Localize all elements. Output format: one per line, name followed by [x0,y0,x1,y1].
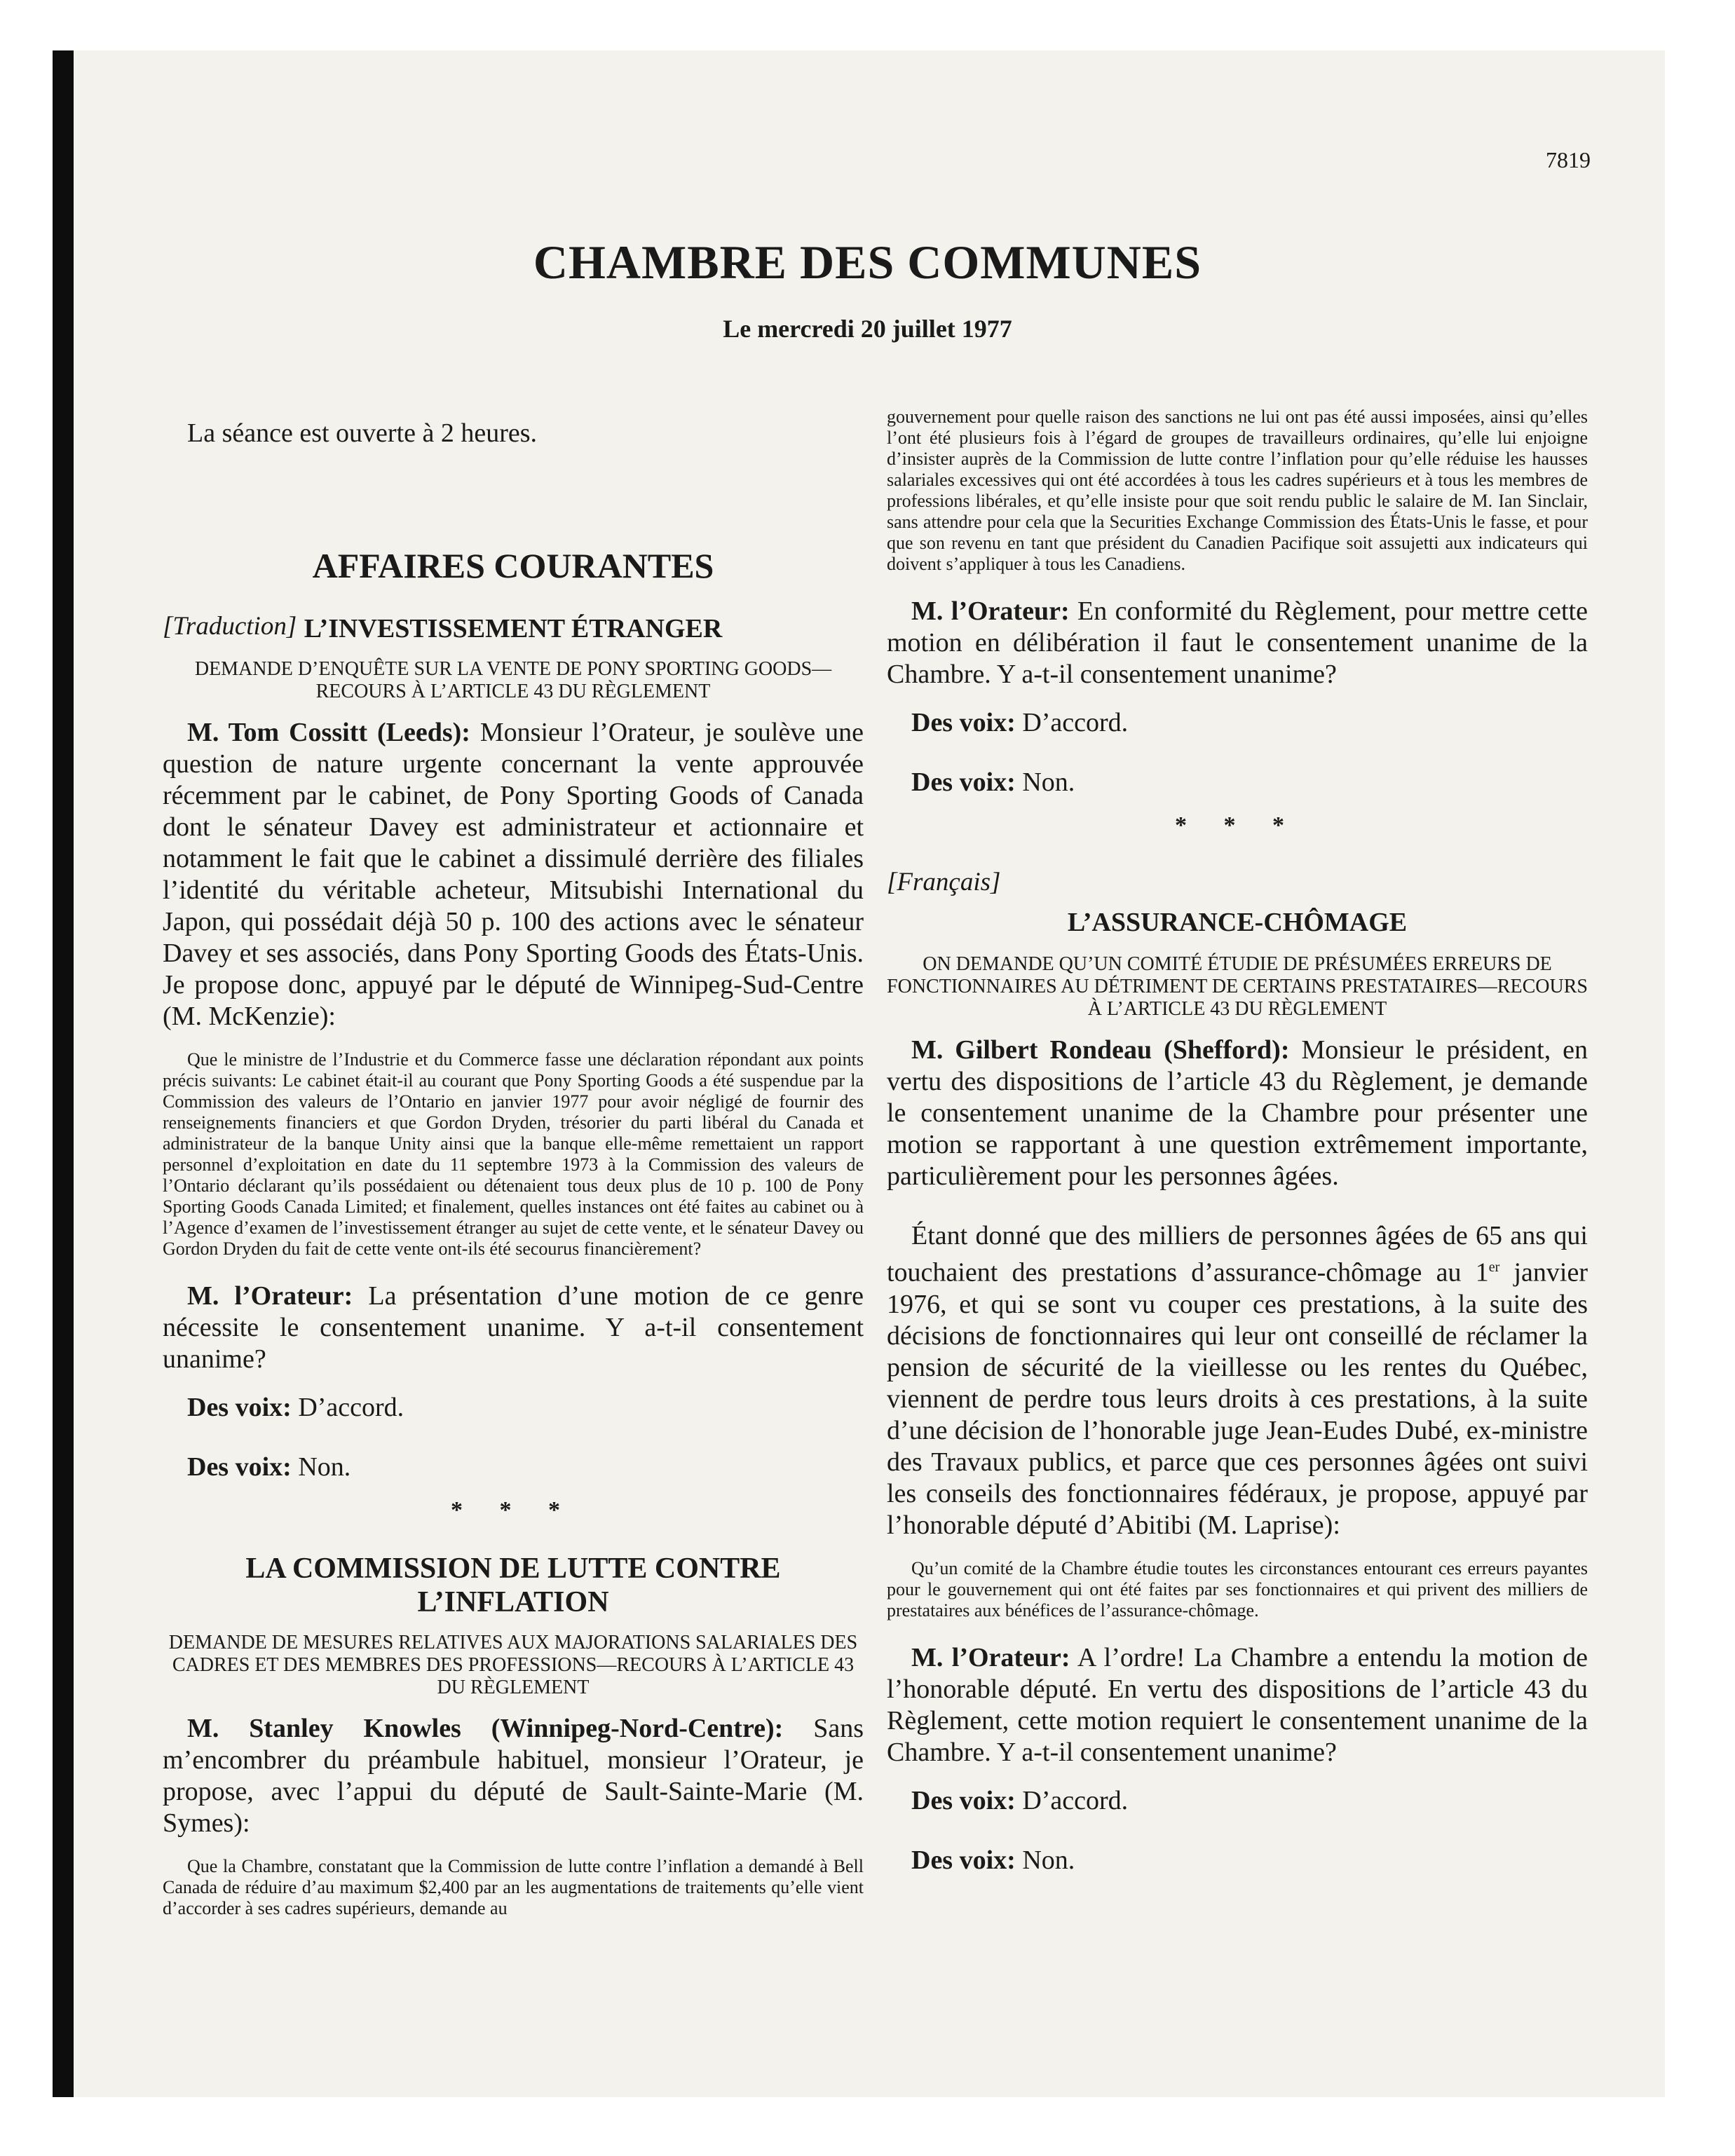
subheading-pony-sporting: DEMANDE D’ENQUÊTE SUR LA VENTE DE PONY SPORTING GOODS—RECOURS À L’ARTICLE 43 DU RÈGLEMENT [194,658,832,702]
voices-agree [187,1392,864,1424]
speech-text: Étant donné que des milliers de personnes âgées de 65 ans qui touchaient des prestations d’assurance-chômage au 1 [887,1221,1588,1288]
voice-response: Non. [1022,1845,1075,1875]
voices-label: Des voix: [911,708,1016,737]
heading-investissement-etranger: L’INVESTISSEMENT ÉTRANGER [304,614,723,643]
speech-rondeau [887,1035,1588,1192]
right-column [887,407,1588,1904]
speaker-name: M. Tom Cossitt (Leeds): [187,718,470,747]
traduction-tag: [Traduction] [163,612,297,641]
speech-text: En conformité du Règlement, pour mettre cette motion en délibération il faut le consentement unanime de la Chambre. Y a-t-il consentement unanime? [887,596,1588,689]
voices-no [911,767,1588,798]
voices-label: Des voix: [911,767,1016,797]
subheading-prestataires: ON DEMANDE QU’UN COMITÉ ÉTUDIE DE PRÉSUMÉES ERREURS DE FONCTIONNAIRES AU DÉTRIMENT DE CERTAINS PRESTATAIRES—RECOURS À L’ARTICLE 43 DU RÈGLEMENT [887,953,1588,1020]
speech-text: Monsieur le président, en vertu des dispositions de l’article 43 du Règlement, je demande le consentement unanime de la Chambre pour présenter une motion se rapportant à une question extrêmement importante, particulièrement pour les personnes âgées. [887,1035,1588,1191]
motion-bell-canada: Que la Chambre, constatant que la Commission de lutte contre l’inflation a demandé à Bell Canada de réduire d’au maximum $2,400 par an les augmentations de traitements qu’elle vient d’accorder à ses cadres supérieurs, demande au [163,1856,864,1918]
page-title: CHAMBRE DES COMMUNES [533,236,1202,289]
speech-orateur-2 [887,596,1588,690]
speech-text: Monsieur l’Orateur, je soulève une question de nature urgente concernant la vente approuvée récemment par le cabinet, de Pony Sporting Goods of Canada dont le sénateur Davey est administrateur et actionnaire et notamment le fait que le cabinet a dissimulé derrière des filiales l’identité du véritable acheteur, Mitsubishi International du Japon, qui possédait déjà 50 p. 100 des actions avec le sénateur Davey et ses associés, dans Pony Sporting Goods des États-Unis. Je propose donc, appuyé par le député de Winnipeg-Sud-Centre (M. McKenzie): [163,718,864,1031]
voice-response: D’accord. [1022,1785,1129,1815]
motion-bell-canada-cont: gouvernement pour quelle raison des sanctions ne lui ont pas été aussi imposées, ainsi qu’elles l’ont été plusieurs fois à l’égard de groupes de travailleurs ordinaires, qu’elle lui enjoigne d’insister auprès de la Commission de lutte contre l’inflation pour qu’elle réduise les hausses salariales excessives qui ont été accordées à tous les cadres supérieurs et à tous les membres de professions libérales, et qu’elle insiste pour que soit rendu public le salaire de M. Ian Sinclair, sans attendre pour cela que la Securities Exchange Commission des États-Unis le fasse, et pour que son revenu en tant que président du Canadien Pacifique soit assujetti aux indicateurs qui doivent s’appliquer à tous les Canadiens. [887,407,1588,574]
speech-text: Sans m’encombrer du préambule habituel, monsieur l’Orateur, je propose, avec l’appui du député de Sault-Sainte-Marie (M. Symes): [163,1714,864,1838]
voices-no [187,1452,864,1483]
voices-label: Des voix: [187,1452,292,1482]
motion-industrie: Que le ministre de l’Industrie et du Commerce fasse une déclaration répondant aux points précis suivants: Le cabinet était-il au courant que Pony Sporting Goods a été suspendue par la Commission des valeurs de l’Ontario en janvier 1977 pour avoir négligé de fournir des renseignements financiers et que Gordon Dryden, trésorier du parti libéral du Canada et administrateur de la banque Unity ainsi que la banque elle-même remettaient un rapport personnel d’exploitation en date du 11 septembre 1973 à la Commission des valeurs de l’Ontario déclarant qu’ils possédaient ou détenaient tous deux plus de 10 p. 100 de Pony Sporting Goods Canada Limited; et finalement, quelles instances ont été faites au cabinet ou à l’Agence d’examen de l’investissement étranger au sujet de cette vente, et le sénateur Davey ou Gordon Dryden du fait de cette vente ont-ils été secourus financièrement? [163,1049,864,1259]
voices-label: Des voix: [911,1785,1016,1815]
motion-comite: Qu’un comité de la Chambre étudie toutes les circonstances entourant ces erreurs payantes pour le gouvernement qui ont été faites par ses fonctionnaires et qui privent des milliers de prestataires aux bénéfices de l’assurance-chômage. [887,1557,1588,1621]
section-title-inflation: LA COMMISSION DE LUTTE CONTRE L’INFLATION [245,1553,781,1618]
speech-text: A l’ordre! La Chambre a entendu la motion de l’honorable député. En vertu des dispositions de l’article 43 du Règlement, cette motion requiert le consentement unanime de la Chambre. Y a-t-il consentement unanime? [887,1642,1588,1767]
voices-agree [911,1785,1588,1817]
voices-agree [911,707,1588,739]
speech-orateur-1 [163,1281,864,1375]
voice-response: Non. [1022,767,1075,797]
section-title-affaires-courantes: AFFAIRES COURANTES [312,546,714,585]
speaker-name: M. Gilbert Rondeau (Shefford): [911,1035,1290,1065]
voice-response: D’accord. [298,1393,404,1422]
speaker-name: M. l’Orateur: [911,596,1070,626]
opening-line: La séance est ouverte à 2 heures. [187,418,538,448]
section-separator: * * * [451,1497,576,1523]
speech-text: janvier 1976, et qui se sont vu couper ces prestations, à la suite des décisions de fonctionnaires qui leur ont conseillé de réclamer la pension de sécurité de la vieillesse ou les rentes du Québec, viennent de perdre tous leurs droits à ces prestations, à la suite d’une décision de l’honorable juge Jean-Eudes Dubé, ex-ministre des Travaux publics, et parce que ces personnes âgées ont suivi les conseils des fonctionnaires fédéraux, je propose, appuyé par l’honorable député d’Abitibi (M. Laprise): [887,1257,1588,1540]
voices-no [911,1845,1588,1876]
speaker-name: M. l’Orateur: [187,1281,353,1311]
voices-label: Des voix: [911,1845,1016,1875]
speaker-name: M. Stanley Knowles (Winnipeg-Nord-Centre): [187,1714,784,1743]
sitting-date: Le mercredi 20 juillet 1977 [723,315,1012,343]
speech-orateur-3 [887,1642,1588,1768]
voice-response: Non. [298,1452,351,1482]
left-column [163,414,864,1940]
section-separator: * * * [1175,812,1300,838]
speech-rondeau-cont [887,1220,1588,1541]
voice-response: D’accord. [1022,708,1129,737]
speech-text: La présentation d’une motion de ce genre nécessite le consentement unanime. Y a-t-il consentement unanime? [163,1281,864,1374]
ordinal-sup: er [1488,1260,1500,1275]
speech-knowles [163,1713,864,1839]
scan-binding-edge [53,50,74,2097]
voices-label: Des voix: [187,1393,292,1422]
speech-cossitt [163,717,864,1032]
subheading-majorations: DEMANDE DE MESURES RELATIVES AUX MAJORATIONS SALARIALES DES CADRES ET DES MEMBRES DES PROFESSIONS—RECOURS À L’ARTICLE 43 DU RÈGLEMENT [168,1632,858,1698]
speaker-name: M. l’Orateur: [911,1642,1070,1672]
heading-assurance-chomage: L’ASSURANCE-CHÔMAGE [1067,908,1408,937]
francais-tag: [Français] [887,868,1001,896]
page-number: 7819 [1546,147,1591,172]
